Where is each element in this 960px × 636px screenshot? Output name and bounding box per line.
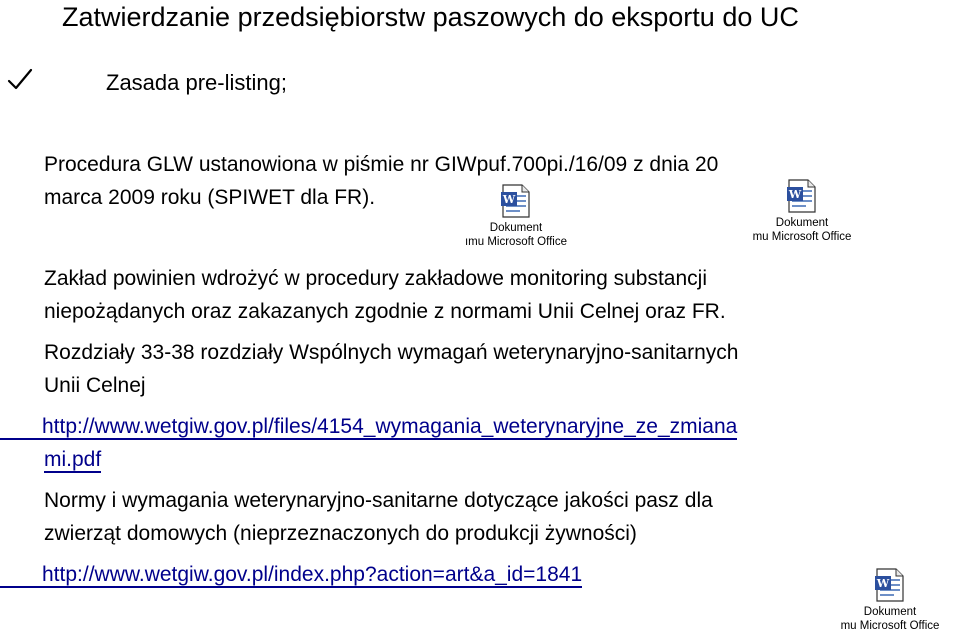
procedure-line-1: Procedura GLW ustanowiona w piśmie nr GIWpuf.700pi./16/09 z dnia 20 [44, 153, 719, 176]
article-link[interactable] [0, 558, 582, 591]
embedded-document-1-label-2: ımu Microsoft Office [464, 236, 568, 248]
article-link-text: http://www.wetgiw.gov.pl/index.php?action=art&a_id=1841 [42, 563, 583, 586]
bullet-pre-listing: Zasada pre-listing; [106, 70, 287, 95]
word-document-icon [500, 184, 532, 218]
svg-text:W: W [876, 577, 890, 590]
requirements-pdf-link-continued[interactable] [44, 443, 101, 476]
embedded-document-3-label-1: Dokument [863, 606, 917, 618]
chapters-line-2: Unii Celnej [44, 374, 146, 397]
pet-food-norms-line-2: zwierząt domowych (nieprzeznaczonych do produkcji żywności) [44, 522, 637, 545]
slide-title: Zatwierdzanie przedsiębiorstw paszowych do eksportu do UC [62, 2, 799, 32]
checkmark-icon [6, 66, 34, 94]
chapters-line-1: Rozdziały 33-38 rozdziały Wspólnych wymagań weterynaryjno-sanitarnych [44, 341, 739, 364]
svg-text:W: W [502, 193, 516, 206]
requirements-pdf-link-line-1: http://www.wetgiw.gov.pl/files/4154_wymagania_weterynaryjne_ze_zmiana [42, 415, 738, 438]
svg-text:W: W [788, 188, 802, 201]
embedded-document-1[interactable] [458, 184, 574, 249]
procedure-line-2: marca 2009 roku (SPIWET dla FR). [44, 186, 376, 209]
requirements-pdf-link-line-2: mi.pdf [44, 448, 102, 471]
plant-requirement-line-1: Zakład powinien wdrożyć w procedury zakładowe monitoring substancji [44, 267, 707, 290]
pet-food-norms-line-1: Normy i wymagania weterynaryjno-sanitarne dotyczące jakości pasz dla [44, 489, 713, 512]
embedded-document-3[interactable] [832, 568, 948, 633]
embedded-document-2[interactable] [744, 179, 860, 244]
embedded-document-1-label-1: Dokument [489, 222, 543, 234]
embedded-document-2-label-1: Dokument [775, 217, 829, 229]
embedded-document-3-label-2: mu Microsoft Office [840, 620, 940, 632]
word-document-icon [874, 568, 906, 602]
word-document-icon [786, 179, 818, 213]
requirements-pdf-link[interactable] [0, 410, 737, 443]
plant-requirement-line-2: niepożądanych oraz zakazanych zgodnie z normami Unii Celnej oraz FR. [44, 300, 726, 323]
embedded-document-2-label-2: mu Microsoft Office [752, 231, 852, 243]
